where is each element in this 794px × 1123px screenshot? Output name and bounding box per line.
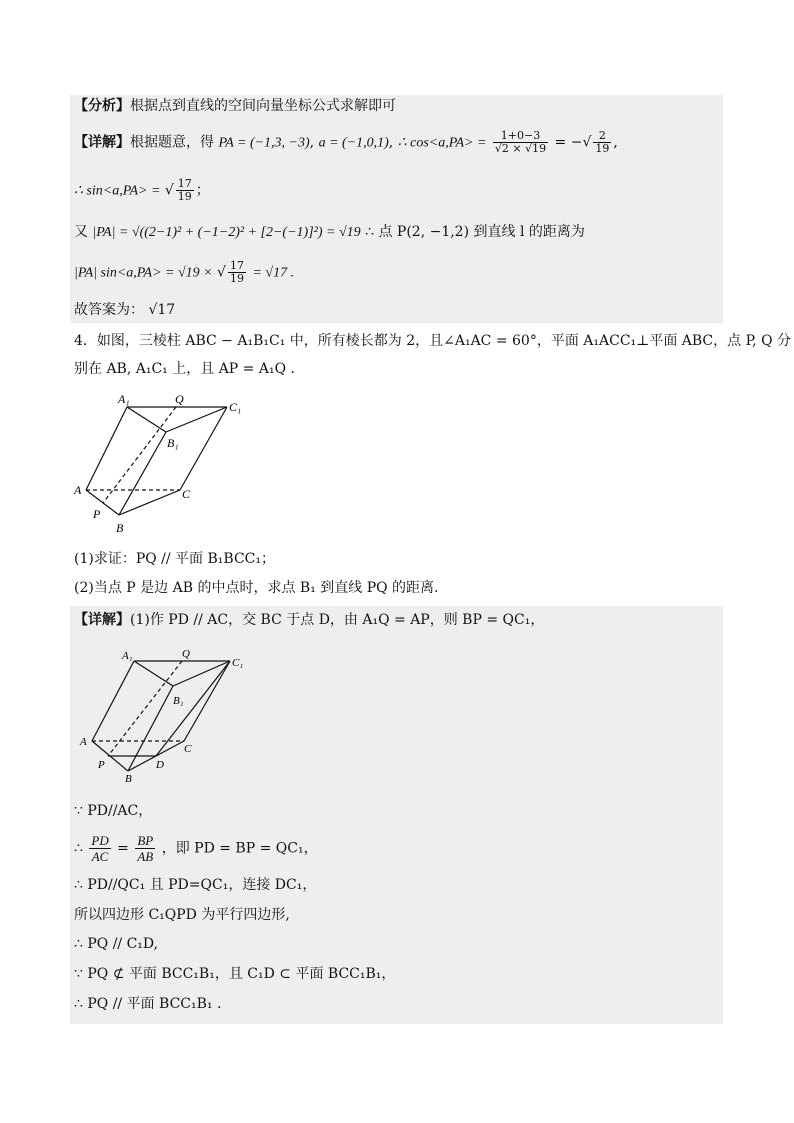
distance-den: 19 <box>229 272 244 285</box>
ratio-2-den: AB <box>137 849 154 864</box>
detail1-tag: 【详解】 <box>74 134 130 151</box>
detail2-line4 <box>74 875 316 895</box>
detail1-l3-pre: 又 <box>74 224 88 240</box>
pa-length-expression: |PA| = √((2−1)² + (−1−2)² + [2−(−1)]²) = √19 <box>92 225 361 240</box>
detail1-line4: |PA| sin<a,PA> = √19 × √ $\frac{17}{19}$ = √17 . <box>74 259 295 285</box>
fig2-label-q: Q <box>182 648 190 660</box>
fig2-label-b1: B₁ <box>173 695 184 707</box>
detail1-line2: ∴ sin<a,PA> = √ $\frac{17}{19}$ ； <box>74 177 210 203</box>
distance-fraction <box>228 260 246 285</box>
ratio-fraction-2 <box>135 833 155 864</box>
detail2-l3-post: ，即 PD = BP = QC₁， <box>161 840 318 857</box>
analysis-tag: 【分析】 <box>74 98 130 114</box>
sin-num: 17 <box>177 177 192 190</box>
fig2-label-d: D <box>156 759 164 771</box>
detail2-line5 <box>74 905 290 925</box>
detail2-line7 <box>74 964 395 984</box>
sin-den: 19 <box>177 190 192 203</box>
fig1-label-c1: C₁ <box>229 400 242 414</box>
detail2-l3-pre: ∴ <box>74 840 83 857</box>
distance-result: = √17 . <box>252 265 295 281</box>
detail2-l4-text: ∴ PD//QC₁ 且 PD=QC₁，连接 DC₁， <box>74 877 317 893</box>
ratio-1-den: AC <box>91 849 109 864</box>
question-1-text: (1)求证：PQ // 平面 B₁BCC₁； <box>74 551 275 567</box>
problem-line2 <box>74 359 295 379</box>
detail2-tag: 【详解】 <box>74 612 130 628</box>
detail2-line8 <box>74 994 221 1014</box>
ratio-fraction-1 <box>89 833 110 864</box>
detail1-line1: 【详解】根据题意，得 PA = (−1,3, −3), a = (−1,0,1), ∴ cos<a,PA> = $\frac{1+0-3}{√2 \times √19}$ = −√ $\frac{2}{19}$ , <box>74 129 618 155</box>
sin-fraction <box>176 178 194 203</box>
fig1-label-b1: B₁ <box>167 436 179 450</box>
cos-numerator: 1+0−3 <box>493 130 548 143</box>
cos-result-num: 2 <box>593 130 611 143</box>
fig2-label-a: A <box>80 736 87 748</box>
fig2-label-a1: A₁ <box>122 650 133 662</box>
ratio-2-num: BP <box>137 833 154 848</box>
ratio-1-num: PD <box>91 833 109 848</box>
vector-pa: PA = (−1,3, −3) <box>218 135 310 151</box>
detail2-l6-text: ∴ PQ // C₁D, <box>74 936 159 952</box>
sin-expression: ∴ sin<a,PA> = <box>74 183 161 199</box>
detail2-l7-text: ∵ PQ ⊄ 平面 BCC₁B₁，且 C₁D ⊂ 平面 BCC₁B₁， <box>74 966 396 982</box>
analysis-text: 根据点到直线的空间向量坐标公式求解即可 <box>130 98 396 114</box>
detail1-line3 <box>74 222 585 243</box>
fig1-label-c: C <box>182 487 191 501</box>
cos-expression: ∴ cos<a,PA> = <box>397 135 487 151</box>
distance-expression: |PA| sin<a,PA> = √19 × <box>74 265 213 281</box>
fig2-label-c: C <box>184 743 192 755</box>
problem-line1 <box>74 331 791 351</box>
detail2-line1 <box>74 610 544 630</box>
analysis-line <box>74 96 396 116</box>
distance-num: 17 <box>229 259 244 272</box>
question-1 <box>74 549 275 569</box>
prism-figure-2 <box>76 645 256 785</box>
fig1-label-p: P <box>93 507 101 521</box>
question-2 <box>74 578 439 598</box>
detail2-line2 <box>74 801 152 821</box>
fig2-label-c1: C₁ <box>232 657 244 669</box>
vector-a: a = (−1,0,1) <box>318 135 389 151</box>
detail2-l1-text: (1)作 PD // AC，交 BC 于点 D，由 A₁Q = AP，则 BP = QC₁， <box>130 612 545 628</box>
problem-text-2: 别在 AB, A₁C₁ 上，且 AP = A₁Q . <box>74 361 295 377</box>
detail2-l8-text: ∴ PQ // 平面 BCC₁B₁ . <box>74 996 222 1012</box>
fig1-label-a: A <box>74 483 82 497</box>
cos-denominator: √2 × √19 <box>494 142 547 155</box>
prism-figure-1 <box>66 386 266 544</box>
fig1-label-a1: A₁ <box>118 392 130 406</box>
cos-result-den: 19 <box>595 142 610 155</box>
cos-result <box>593 130 611 155</box>
fig1-label-q: Q <box>175 392 184 406</box>
cos-fraction <box>493 130 548 155</box>
detail2-line3: ∴ $\frac{PD}{AC}$ = $\frac{BP}{AB}$ ，即 PD = BP = QC₁， <box>74 833 318 864</box>
detail2-l2-text: ∵ PD//AC， <box>74 803 153 819</box>
fig1-label-b: B <box>116 521 124 535</box>
question-2-text: (2)当点 P 是边 AB 的中点时，求点 B₁ 到直线 PQ 的距离. <box>74 580 439 596</box>
fig2-label-b: B <box>125 773 132 785</box>
answer-text: 故答案为： √17 <box>74 302 176 318</box>
detail2-line6 <box>74 934 158 954</box>
detail1-l3-post: ∴ 点 P(2, −1,2) 到直线 l 的距离为 <box>365 224 585 240</box>
fig2-label-p: P <box>98 759 105 771</box>
detail2-l5-text: 所以四边形 C₁QPD 为平行四边形, <box>74 907 290 923</box>
answer-line <box>74 300 175 320</box>
detail1-l1-pre: 根据题意，得 <box>130 134 214 151</box>
problem-text-1: 4．如图，三棱柱 ABC − A₁B₁C₁ 中，所有棱长都为 2，且∠A₁AC = 60°，平面 A₁ACC₁⊥平面 ABC，点 P, Q 分 <box>74 333 791 349</box>
